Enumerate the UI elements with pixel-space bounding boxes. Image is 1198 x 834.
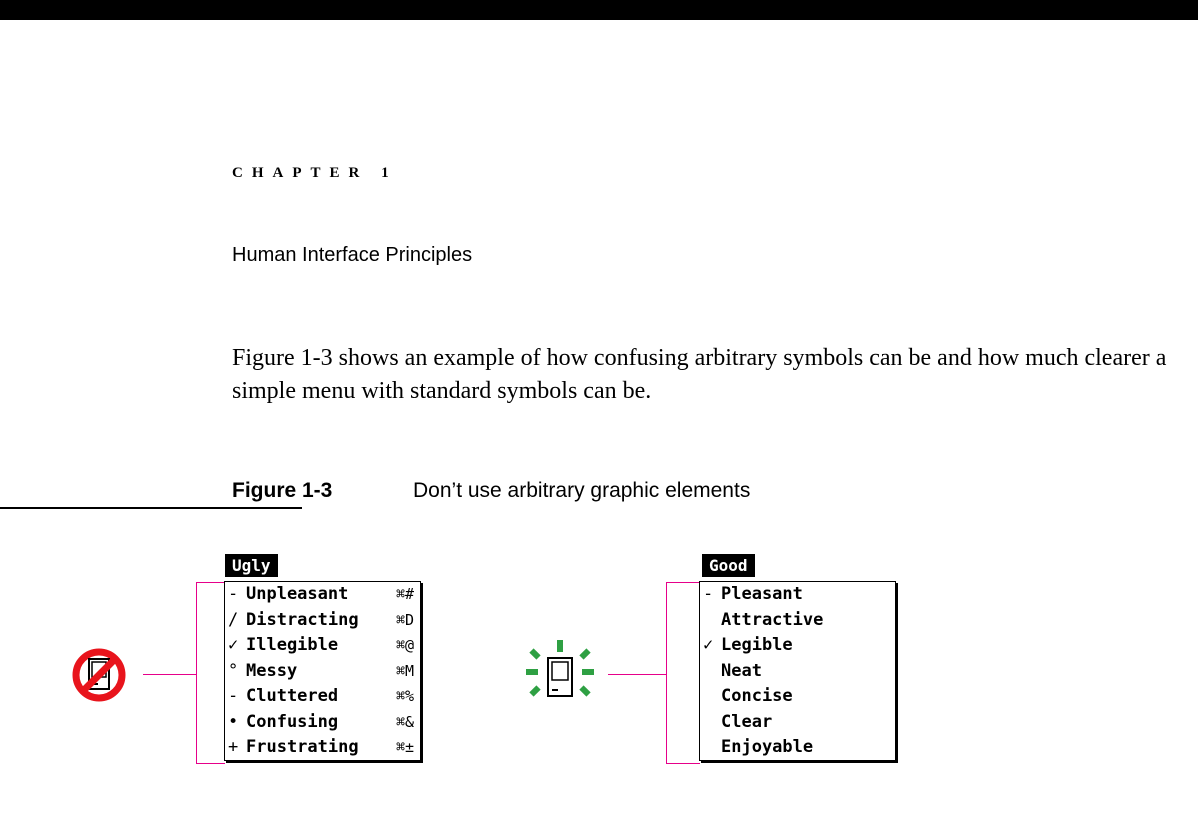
chapter-heading: CHAPTER 1 (232, 165, 398, 181)
good-bracket (666, 582, 700, 764)
good-menu-item-pleasant[interactable] (700, 582, 895, 608)
ugly-menu-item-unpleasant[interactable] (225, 582, 420, 608)
item-shortcut: ⌘± (395, 738, 414, 756)
item-mark: ✓ (228, 635, 239, 655)
item-mark: - (228, 584, 239, 604)
ugly-menu (224, 581, 421, 761)
item-shortcut: ⌘& (395, 712, 414, 731)
item-label: Neat (721, 660, 762, 681)
item-shortcut: ⌘D (395, 610, 414, 629)
item-label: Cluttered (246, 686, 339, 706)
good-menu-item-concise[interactable] (700, 684, 895, 710)
ugly-menu-item-confusing[interactable] (225, 710, 420, 736)
good-menu-item-clear[interactable] (700, 710, 895, 736)
good-menu-title[interactable]: Good (702, 554, 755, 577)
figure-label: Figure 1-3 (232, 479, 333, 502)
good-connector-line (608, 674, 666, 675)
item-label: Attractive (721, 609, 824, 630)
item-mark: + (228, 737, 239, 757)
ugly-menu-item-distracting[interactable] (225, 608, 420, 634)
item-label: Messy (246, 660, 298, 681)
good-menu-item-attractive[interactable] (700, 608, 895, 634)
item-label: Enjoyable (721, 737, 814, 757)
item-label: Unpleasant (246, 584, 349, 604)
item-label: Clear (721, 711, 773, 732)
item-mark: ✓ (703, 635, 714, 655)
item-mark: - (703, 584, 714, 604)
good-menu-item-legible[interactable] (700, 633, 895, 659)
ugly-menu-item-frustrating[interactable] (225, 735, 420, 761)
item-mark: ° (228, 660, 239, 681)
ugly-connector-line (143, 674, 196, 675)
section-title: Human Interface Principles (232, 244, 473, 266)
ugly-menu-item-messy[interactable] (225, 659, 420, 685)
item-label: Illegible (246, 635, 339, 655)
item-label: Pleasant (721, 584, 803, 604)
ugly-menu-title[interactable]: Ugly (225, 554, 278, 577)
ugly-bracket (196, 582, 225, 764)
item-shortcut: ⌘@ (395, 636, 414, 654)
figure-caption: Don’t use arbitrary graphic elements (413, 479, 751, 502)
ugly-menu-item-illegible[interactable] (225, 633, 420, 659)
item-shortcut: ⌘# (395, 585, 414, 603)
item-label: Frustrating (246, 737, 359, 757)
item-mark: - (228, 686, 239, 706)
body-paragraph: Figure 1-3 shows an example of how confusing arbitrary symbols can be and how much clearer a simple menu with standard symbols can be. (232, 345, 1167, 404)
approved-mac-icon (524, 638, 596, 706)
item-label: Legible (721, 635, 793, 655)
good-menu (699, 581, 896, 761)
item-mark: / (228, 609, 239, 630)
item-shortcut: ⌘M (395, 661, 414, 680)
good-menu-item-enjoyable[interactable] (700, 735, 895, 761)
item-label: Distracting (246, 609, 359, 630)
item-label: Confusing (246, 711, 339, 732)
prohibited-mac-icon (68, 646, 130, 704)
item-shortcut: ⌘% (395, 687, 414, 705)
figure-rule (0, 507, 302, 509)
item-mark: • (228, 711, 239, 732)
good-menu-item-neat[interactable] (700, 659, 895, 685)
top-black-bar (0, 0, 1198, 20)
item-label: Concise (721, 686, 793, 706)
ugly-menu-item-cluttered[interactable] (225, 684, 420, 710)
